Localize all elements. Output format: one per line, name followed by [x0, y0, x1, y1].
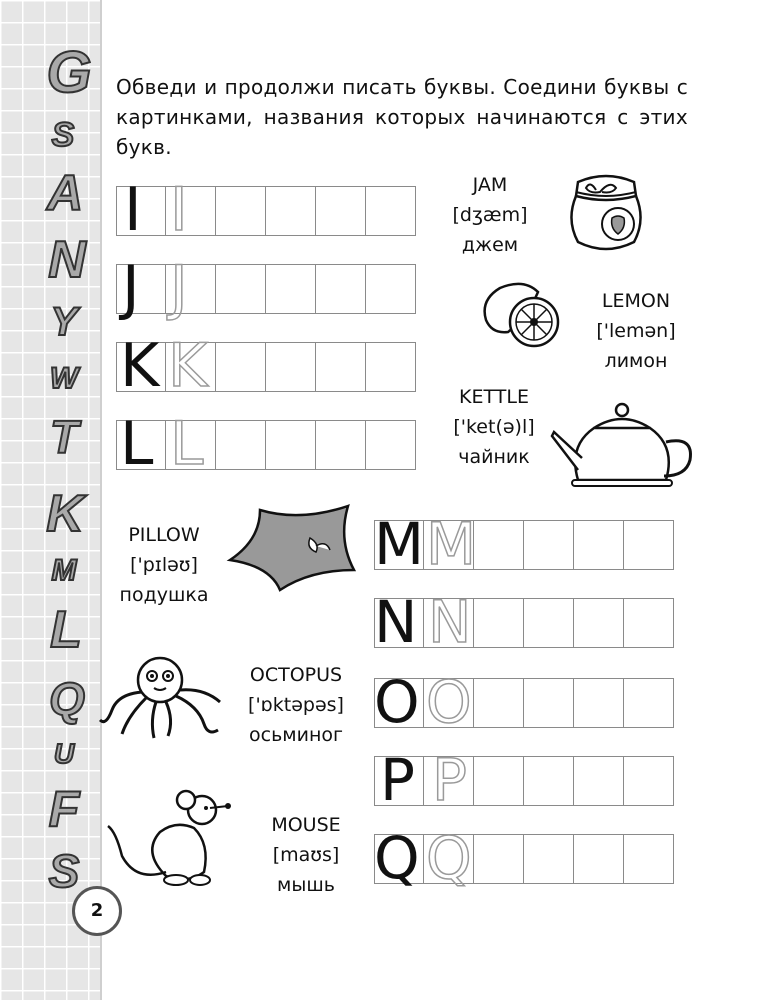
word-russian: лимон	[604, 350, 668, 372]
word-transcription: ['lemən]	[596, 320, 676, 342]
writing-cell	[474, 598, 524, 648]
writing-cell	[474, 756, 524, 806]
ghost-letter: J	[170, 253, 188, 323]
writing-row-n	[374, 598, 674, 648]
writing-row-l	[116, 420, 416, 470]
word-english: OCTOPUS	[249, 664, 343, 686]
writing-row-j	[116, 264, 416, 314]
word-russian: джем	[461, 234, 519, 256]
side-letter: G	[46, 40, 92, 105]
writing-cell	[266, 342, 316, 392]
word-russian: подушка	[119, 584, 209, 606]
ghost-letter: P	[432, 746, 467, 814]
writing-cell	[574, 520, 624, 570]
word-octopus	[226, 660, 366, 750]
writing-cell	[216, 342, 266, 392]
trace-letter: M	[374, 510, 425, 578]
side-letter: L	[50, 601, 82, 659]
side-letter: S	[51, 116, 75, 154]
word-jam	[430, 170, 550, 260]
writing-cell	[266, 186, 316, 236]
writing-cell	[216, 420, 266, 470]
side-letter: A	[46, 165, 84, 221]
writing-cell	[524, 678, 574, 728]
word-transcription: ['ɒktəpəs]	[248, 694, 344, 716]
writing-row-p	[374, 756, 674, 806]
writing-cell	[624, 598, 674, 648]
word-russian: осьминог	[249, 724, 343, 746]
writing-cell	[574, 678, 624, 728]
word-transcription: ['pɪləʊ]	[130, 554, 198, 576]
writing-cell	[266, 420, 316, 470]
mouse-icon	[106, 786, 246, 890]
ghost-letter: N	[428, 588, 472, 656]
word-english: JAM	[472, 174, 508, 196]
word-english: KETTLE	[459, 386, 529, 408]
trace-letter: O	[374, 668, 420, 736]
side-letter: U	[53, 738, 75, 769]
writing-cell	[624, 520, 674, 570]
writing-cell	[624, 834, 674, 884]
word-english: MOUSE	[271, 814, 341, 836]
trace-letter: P	[380, 746, 415, 814]
side-letter: N	[48, 231, 86, 289]
ghost-letter: I	[170, 175, 188, 245]
ghost-letter: O	[426, 668, 472, 736]
writing-cell	[474, 678, 524, 728]
writing-cell	[574, 598, 624, 648]
writing-cell	[316, 342, 366, 392]
word-russian: мышь	[277, 874, 335, 896]
side-letter: S	[48, 845, 80, 897]
writing-cell	[574, 834, 624, 884]
page-number: 2	[72, 886, 122, 936]
trace-letter: K	[120, 331, 160, 401]
word-pillow	[104, 520, 224, 610]
trace-letter: I	[124, 175, 142, 245]
trace-letter: Q	[374, 824, 420, 892]
writing-cell	[366, 186, 416, 236]
writing-cell	[316, 186, 366, 236]
word-english: LEMON	[601, 290, 671, 312]
word-russian: чайник	[458, 446, 530, 468]
writing-cell	[366, 264, 416, 314]
word-mouse	[246, 810, 366, 900]
side-letter: M	[51, 554, 77, 587]
ghost-letter: K	[168, 331, 208, 401]
writing-cell	[524, 598, 574, 648]
side-letter: T	[49, 411, 79, 463]
writing-cell	[574, 756, 624, 806]
side-letter: Q	[49, 673, 85, 725]
word-lemon	[576, 286, 696, 376]
jam-jar-icon	[556, 160, 656, 260]
writing-row-i	[116, 186, 416, 236]
word-transcription: [maʊs]	[272, 844, 340, 866]
writing-row-k	[116, 342, 416, 392]
writing-cell	[216, 264, 266, 314]
side-letter: W	[49, 362, 79, 395]
side-letter: F	[48, 781, 80, 837]
side-letter: Y	[50, 300, 78, 344]
word-kettle	[424, 382, 564, 472]
writing-cell	[316, 264, 366, 314]
ghost-letter: M	[426, 510, 477, 578]
writing-cell	[624, 756, 674, 806]
writing-cell	[524, 756, 574, 806]
word-transcription: [dʒæm]	[452, 204, 528, 226]
octopus-icon	[94, 650, 228, 742]
word-english: PILLOW	[128, 524, 200, 546]
writing-cell	[216, 186, 266, 236]
writing-cell	[474, 520, 524, 570]
lemon-icon	[478, 276, 568, 356]
kettle-icon	[548, 396, 698, 492]
writing-cell	[624, 678, 674, 728]
writing-cell	[366, 342, 416, 392]
trace-letter: J	[122, 253, 140, 323]
writing-cell	[266, 264, 316, 314]
word-transcription: ['ket(ə)l]	[453, 416, 535, 438]
writing-cell	[316, 420, 366, 470]
pillow-icon	[220, 500, 370, 596]
writing-cell	[474, 834, 524, 884]
trace-letter: N	[374, 588, 418, 656]
ghost-letter: L	[170, 409, 204, 479]
ghost-letter: Q	[426, 824, 472, 892]
side-letter: K	[46, 485, 84, 543]
writing-cell	[366, 420, 416, 470]
writing-cell	[524, 520, 574, 570]
trace-letter: L	[120, 409, 154, 479]
instruction-text: Обведи и продолжи писать буквы. Соедини буквы с картинками, названия которых начинаются с этих букв.	[116, 75, 688, 159]
writing-cell	[524, 834, 574, 884]
